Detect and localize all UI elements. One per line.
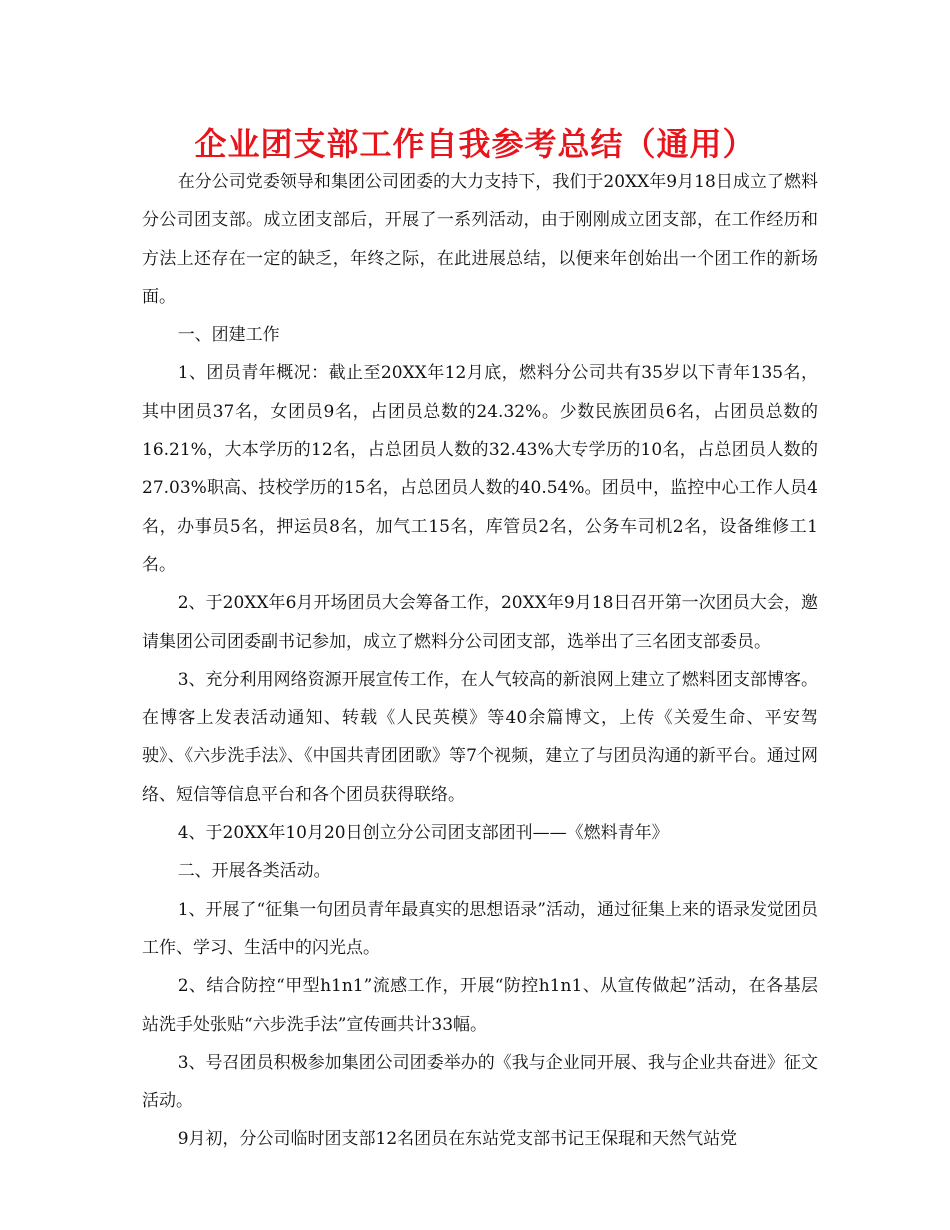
paragraph-september: 9月初，分公司临时团支部12名团员在东站党支部书记王保琨和天然气站党 — [177, 1129, 738, 1150]
paragraph-member-congress: 2、于20XX年6月开场团员大会筹备工作，20XX年9月18日召开第一次团员大会，邀请集团公司团委副书记参加，成立了燃料分公司团支部，选举出了三名团支部委员。 — [142, 593, 818, 652]
section-heading-league-building: 一、团建工作 — [177, 325, 280, 346]
paragraph-intro: 在分公司党委领导和集团公司团委的大力支持下，我们于20XX年9月18日成立了燃料分公司团支部。成立团支部后，开展了一系列活动，由于刚刚成立团支部，在工作经历和方法上还存在一定的缺乏，年终之际，在此进展总结，以便来年创始出一个团工作的新场面。 — [142, 172, 818, 307]
document-title: 企业团支部工作自我参考总结（通用） — [194, 125, 756, 163]
paragraph-activity-h1n1: 2、结合防控“甲型h1n1”流感工作，开展“防控h1n1、从宣传做起”活动，在各基层站洗手处张贴“六步洗手法”宣传画共计33幅。 — [142, 976, 818, 1035]
paragraph-online-publicity: 3、充分利用网络资源开展宣传工作，在人气较高的新浪网上建立了燃料团支部博客。在博客上发表活动通知、转载《人民英模》等40余篇博文，上传《关爱生命、平安驾驶》、《六步洗手法》、《中国共青团团歌》等7个视频，建立了与团员沟通的新平台。通过网络、短信等信息平台和各个团员获得联络。 — [142, 669, 818, 805]
document-body — [142, 163, 818, 1159]
paragraph-league-journal: 4、于20XX年10月20日创立分公司团支部团刊——《燃料青年》 — [177, 823, 669, 844]
paragraph-activity-quotes: 1、开展了“征集一句团员青年最真实的思想语录”活动，通过征集上来的语录发觉团员工作、学习、生活中的闪光点。 — [142, 899, 818, 958]
paragraph-activity-essay: 3、号召团员积极参加集团公司团委举办的《我与企业同开展、我与企业共奋进》征文活动。 — [142, 1052, 818, 1112]
paragraph-member-overview: 1、团员青年概况：截止至20XX年12月底，燃料分公司共有35岁以下青年135名，其中团员37名，女团员9名，占团员总数的24.32%。少数民族团员6名，占团员总数的16.21%，大本学历的12名，占总团员人数的32.43%大专学历的10名，占总团员人数的27.03%职高、技校学历的15名，占总团员人数的40.54%。团员中，监控中心工作人员4名，办事员5名，押运员8名，加气工15名，库管员2名，公务车司机2名，设备维修工1名。 — [142, 363, 818, 575]
section-heading-activities: 二、开展各类活动。 — [177, 861, 331, 882]
